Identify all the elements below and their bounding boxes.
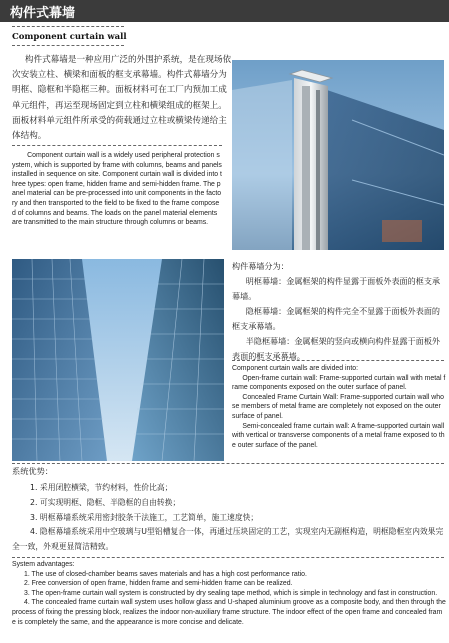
- advantages-zh-list: [12, 481, 444, 555]
- advantages-en-heading: System advantages:: [12, 561, 75, 568]
- divider: [12, 557, 444, 558]
- divider: [12, 463, 444, 464]
- building-photo: [12, 259, 224, 461]
- intro-zh-text: 构件式幕墙是一种应用广泛的外围护系统，是在现场依次安装立柱、横梁和面板的框支承幕墙。构件式幕墙分为明框、隐框和半隐框三种。面板材料可在工厂内预加工成单元组件，再运至现场固定到立柱和横梁组成的框架上。面板材料单元组件所承受的荷载通过立柱或横梁传递给主体结构。: [12, 55, 232, 142]
- page-subtitle: Component curtain wall: [12, 32, 127, 42]
- mullion-photo: [232, 60, 444, 250]
- intro-zh: [12, 53, 234, 144]
- page-title: 构件式幕墙: [10, 6, 76, 21]
- types-en-heading: Component curtain walls are divided into:: [232, 365, 359, 372]
- types-en-item: Semi-concealed frame curtain wall: A frame-supported curtain wall with vertical or transverse components of a metal frame exposed to the outer surface of the panel.: [232, 422, 445, 449]
- divider: [232, 360, 444, 361]
- advantage-zh-item: 1. 采用闭腔横梁，节约材料，性价比高；: [30, 483, 173, 492]
- divider: [12, 145, 222, 146]
- types-zh-item: 隐框幕墙：金属框架的构件完全不显露于面板外表面的框支承幕墙。: [232, 306, 441, 331]
- intro-en-text: Component curtain wall is a widely used peripheral protection system, which is supported by frame with columns, beams and panels installed in sequence on site. Component curtain wall is divided into three types: open frame, hidden frame and semi-hidden frame. The panel material can be pre-processed into unit components in the factory and then transported to the field to be fixed to the frame composed of columns and beams. The loads on the panel material elements are transmitted to the main structure through columns or beams.: [12, 152, 222, 227]
- advantages-en: [12, 560, 446, 627]
- intro-en: [12, 151, 222, 228]
- advantage-en-item: 4. The concealed frame curtain wall system uses hollow glass and U-shaped aluminium groove as a composite body, and then through the process of fixing the pressing block, realizes the indoor non-auxiliary frame structure. The indoor effect of the open frame and concealed frame is completely the same, and the appearance is more concise and delicate.: [12, 599, 446, 626]
- types-zh: [232, 259, 446, 364]
- advantage-zh-item: 2. 可实现明框、隐框、半隐框的自由转换；: [30, 497, 181, 507]
- divider: [12, 26, 124, 27]
- types-en: [232, 364, 446, 450]
- advantage-en-item: 2. Free conversion of open frame, hidden frame and semi-hidden frame can be realized.: [24, 580, 293, 588]
- types-zh-heading: 构件幕墙分为：: [232, 261, 289, 271]
- advantages-zh-heading: 系统优势：: [12, 466, 53, 476]
- types-zh-item: 半隐框幕墙：金属框架的竖向或横向构件显露于面板外表面的框支承幕墙。: [232, 336, 441, 361]
- types-en-item: Open-frame curtain wall: Frame-supported curtain wall with metal frame components exposed on the outer surface of panel.: [232, 374, 446, 392]
- advantage-en-item: 1. The use of closed-chamber beams saves materials and has a high cost performance ratio.: [24, 570, 307, 578]
- types-en-item: Concealed Frame Curtain Wall: Frame-supported curtain wall whose members of metal frame are completely not exposed on the outer surface of panel.: [232, 393, 444, 420]
- advantage-zh-item: 3. 明框幕墙系统采用密封胶条干法施工，工艺简单，施工速度快；: [30, 512, 259, 522]
- types-zh-item: 明框幕墙：金属框架的构件显露于面板外表面的框支承幕墙。: [232, 276, 441, 301]
- divider: [12, 45, 124, 46]
- advantage-en-item: 3. The open-frame curtain wall system is constructed by dry sealing tape method, which is simple in technology and fast in construction.: [24, 589, 438, 597]
- advantage-zh-item: 4. 隐框幕墙系统采用中空玻璃与U型铝槽复合一体，再通过压块固定的工艺，实现室内无副框构造，明框隐框室内效果完全一致，外观更显简洁精致。: [12, 527, 444, 552]
